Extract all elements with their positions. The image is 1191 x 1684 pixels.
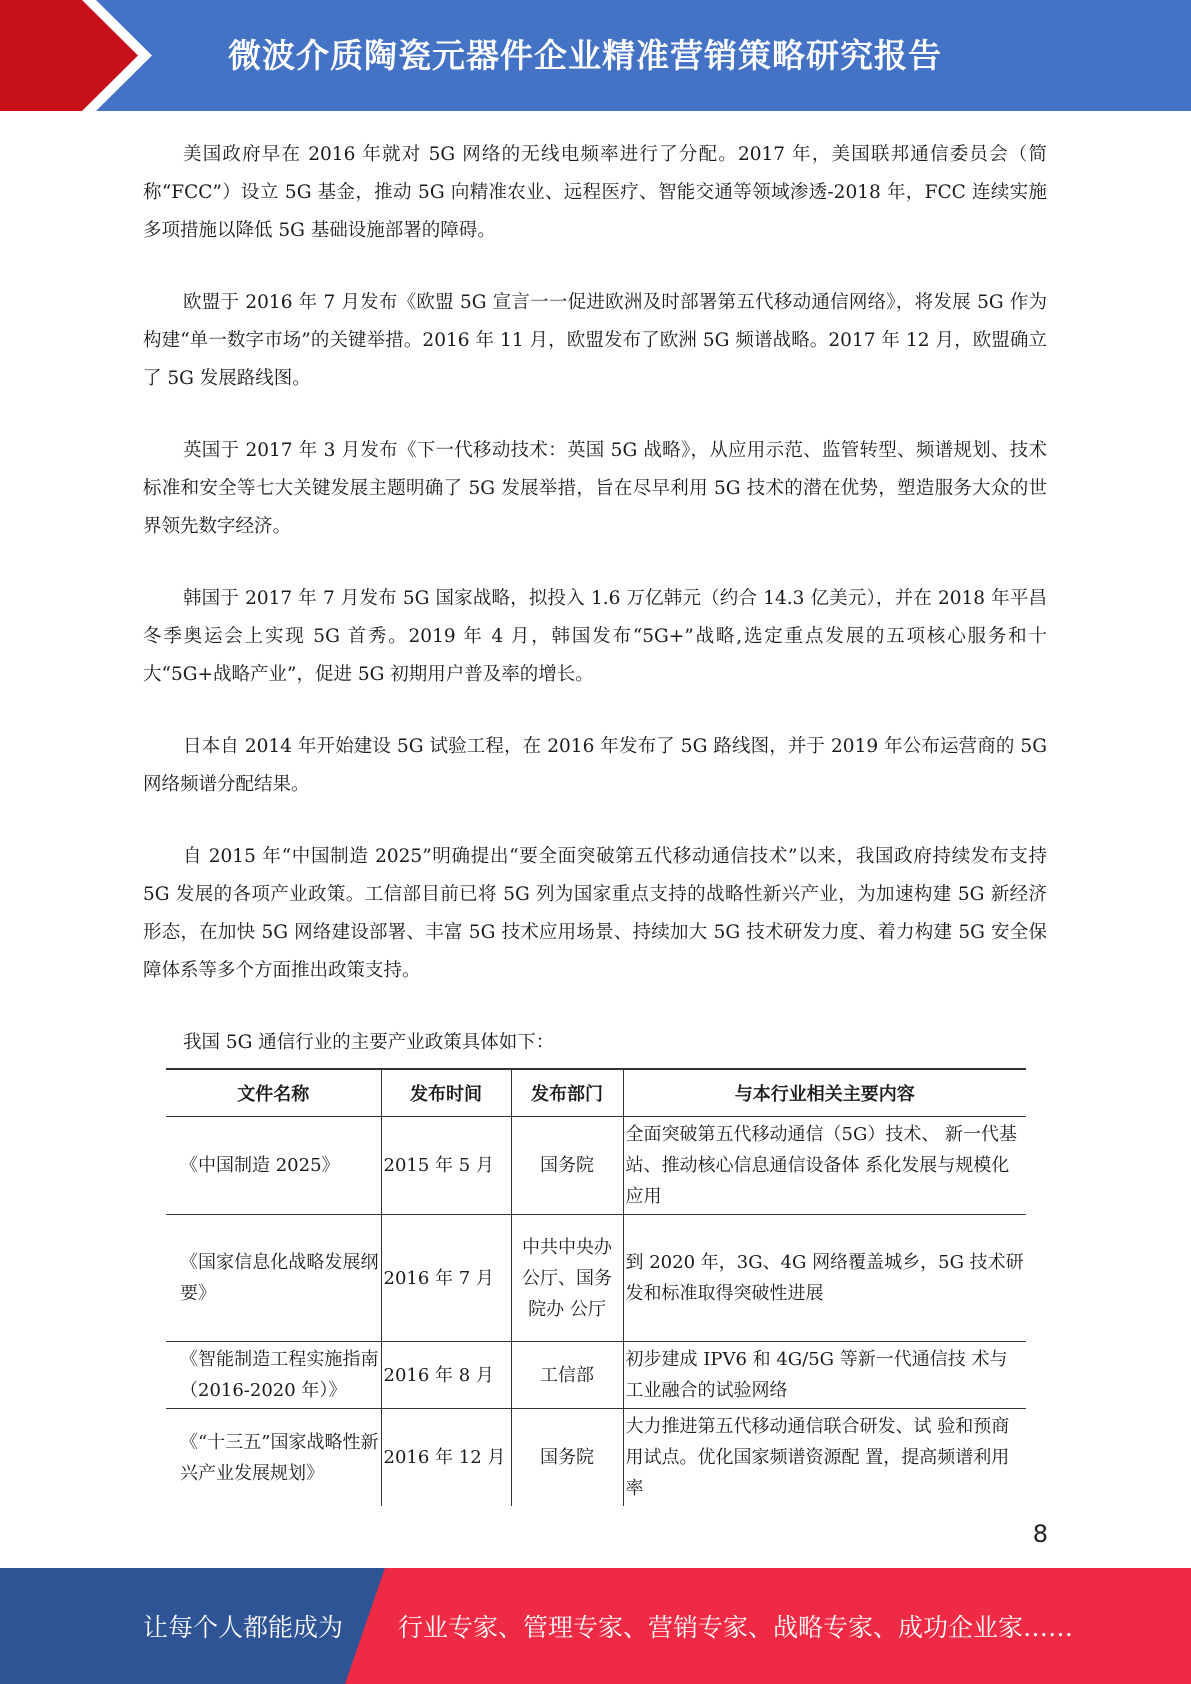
footer-slogan-right: 行业专家、管理专家、营销专家、战略专家、成功企业家……: [398, 1613, 1074, 1642]
cell-content: 全面突破第五代移动通信（5G）技术、 新一代基站、推动核心信息通信设备体 系化发展与规模化应用: [623, 1117, 1026, 1215]
column-header-dept: 发布部门: [511, 1069, 623, 1117]
paragraph-uk: 英国于 2017 年 3 月发布《下一代移动技术：英国 5G 战略》，从应用示范、监管转型、频谱规划、技术标准和安全等七大关键发展主题明确了 5G 发展举措，旨在尽早利用 5G 技术的潜在优势，塑造服务大众的世界领先数字经济。: [143, 440, 1047, 537]
cell-content: 大力推进第五代移动通信联合研发、试 验和预商用试点。优化国家频谱资源配 置，提高频谱利用率: [623, 1409, 1026, 1507]
cell-date: 2015 年 5 月: [381, 1117, 511, 1215]
column-header-content: 与本行业相关主要内容: [623, 1069, 1026, 1117]
cell-dept: 中共中央办公厅、国务院办 公厅: [511, 1215, 623, 1342]
cell-dept: 工信部: [511, 1342, 623, 1409]
page-header: [0, 0, 1191, 111]
paragraph-japan: 日本自 2014 年开始建设 5G 试验工程，在 2016 年发布了 5G 路线图，并于 2019 年公布运营商的 5G 网络频谱分配结果。: [143, 736, 1047, 795]
table-row: [166, 1117, 1026, 1215]
paragraph-korea: 韩国于 2017 年 7 月发布 5G 国家战略，拟投入 1.6 万亿韩元（约合 14.3 亿美元），并在 2018 年平昌冬季奥运会上实现 5G 首秀。2019 年 4 月，韩国发布“5G+”战略,选定重点发展的五项核心服务和十大“5G+战略产业”，促进 5G 初期用户普及率的增长。: [143, 588, 1047, 685]
report-title: 微波介质陶瓷元器件企业精准营销策略研究报告: [228, 36, 942, 75]
policy-table: [166, 1068, 1026, 1506]
cell-dept: 国务院: [511, 1117, 623, 1215]
paragraph-china: 自 2015 年“中国制造 2025”明确提出“要全面突破第五代移动通信技术”以来，我国政府持续发布支持 5G 发展的各项产业政策。工信部目前已将 5G 列为国家重点支持的战略性新兴产业，为加速构建 5G 新经济形态，在加快 5G 网络建设部署、丰富 5G 技术应用场景、持续加大 5G 技术研发力度、着力构建 5G 安全保障体系等多个方面推出政策支持。: [143, 846, 1047, 981]
cell-name: 《智能制造工程实施指南（2016-2020 年）》: [166, 1342, 381, 1409]
cell-content: 到 2020 年，3G、4G 网络覆盖城乡，5G 技术研发和标准取得突破性进展: [623, 1215, 1026, 1342]
table-row: [166, 1409, 1026, 1507]
table-intro: 我国 5G 通信行业的主要产业政策具体如下：: [183, 1032, 555, 1053]
page-number: 8: [1032, 1520, 1048, 1548]
cell-date: 2016 年 7 月: [381, 1215, 511, 1342]
cell-name: 《中国制造 2025》: [166, 1117, 381, 1215]
paragraph-usa: 美国政府早在 2016 年就对 5G 网络的无线电频率进行了分配。2017 年，美国联邦通信委员会（简称“FCC”）设立 5G 基金，推动 5G 向精准农业、远程医疗、智能交通等领域渗透-2018 年，FCC 连续实施多项措施以降低 5G 基础设施部署的障碍。: [143, 144, 1047, 241]
paragraph-eu: 欧盟于 2016 年 7 月发布《欧盟 5G 宣言一一促进欧洲及时部署第五代移动通信网络》，将发展 5G 作为构建“单一数字市场”的关键举措。2016 年 11 月，欧盟发布了欧洲 5G 频谱战略。2017 年 12 月，欧盟确立了 5G 发展路线图。: [143, 292, 1047, 389]
cell-name: 《“十三五”国家战略性新兴产业发展规划》: [180, 1431, 379, 1484]
table-row: [166, 1215, 1026, 1342]
footer-slogan-left: 让每个人都能成为: [143, 1613, 344, 1642]
cell-name: 《国家信息化战略发展纲要》: [166, 1215, 381, 1342]
main-content: [143, 136, 1047, 1088]
cell-content: 初步建成 IPV6 和 4G/5G 等新一代通信技 术与工业融合的试验网络: [623, 1342, 1026, 1409]
page-footer: [0, 1568, 1191, 1684]
table-row: [166, 1342, 1026, 1409]
cell-date: 2016 年 12 月: [381, 1409, 511, 1507]
cell-dept: 国务院: [511, 1409, 623, 1507]
column-header-date: 发布时间: [381, 1069, 511, 1117]
table-header-row: [166, 1069, 1026, 1117]
header-arrow-decoration: [0, 0, 160, 111]
cell-date: 2016 年 8 月: [381, 1342, 511, 1409]
column-header-name: 文件名称: [166, 1069, 381, 1117]
